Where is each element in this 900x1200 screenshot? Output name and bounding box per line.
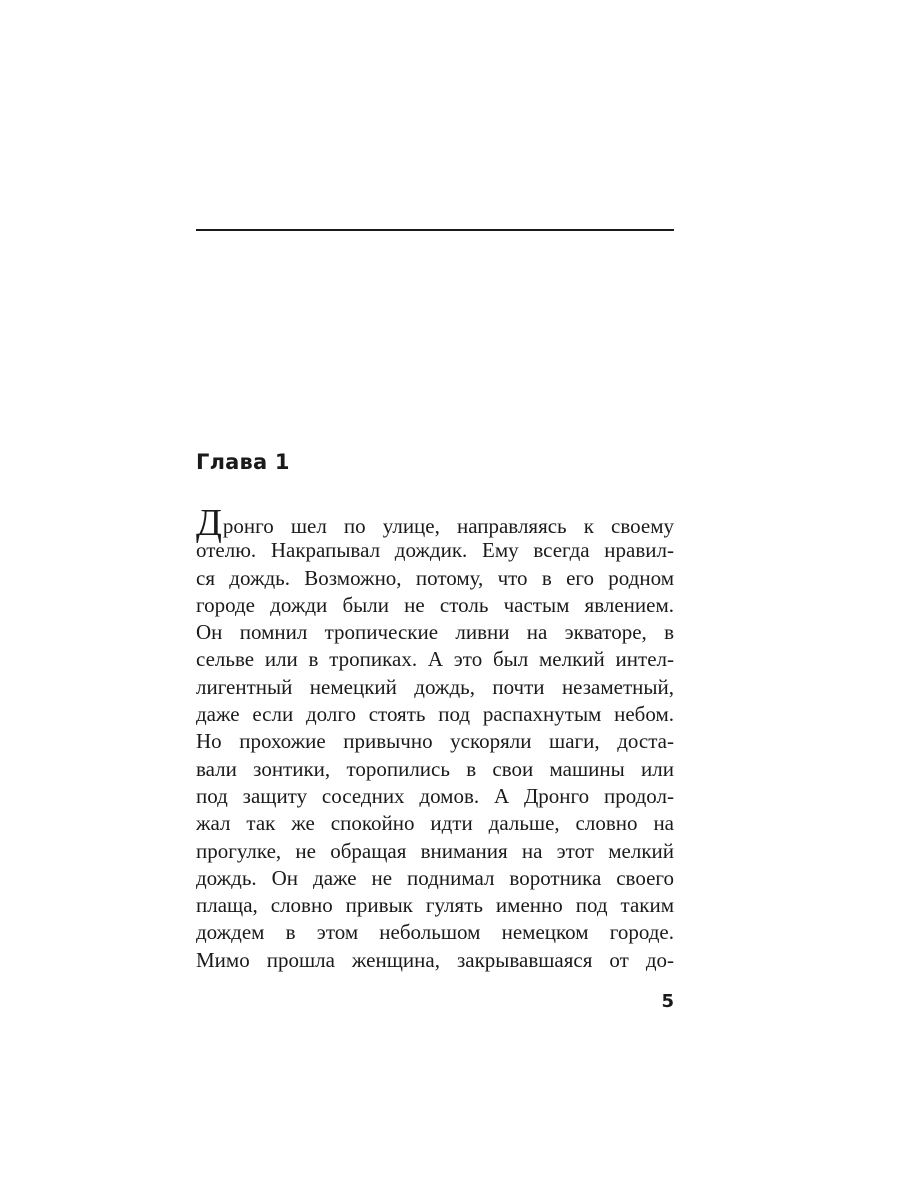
text-line-7: лигентный немецкий дождь, почти незаметный, <box>196 674 674 699</box>
text-line-3: ся дождь. Возможно, потому, что в его родном <box>196 565 674 590</box>
text-line-4: городе дожди были не столь частым явлением. <box>196 592 674 617</box>
text-line-17: Мимо прошла женщина, закрывавшаяся от до- <box>196 947 674 972</box>
text-line-15: плаща, словно привык гулять именно под таким <box>196 893 674 918</box>
header-rule <box>196 229 674 231</box>
chapter-title: Глава 1 <box>196 450 290 474</box>
text-line-13: прогулке, не обращая внимания на этот мелкий <box>196 838 674 863</box>
text-line-8: даже если долго стоять под распахнутым небом. <box>196 702 674 727</box>
chapter-body-paragraph <box>196 502 674 974</box>
text-line-9: Но прохожие привычно ускоряли шаги, доста- <box>196 729 674 754</box>
text-line-5: Он помнил тропические ливни на экваторе, в <box>196 620 674 645</box>
text-line-2: отелю. Накрапывал дождик. Ему всегда нравил- <box>196 538 674 563</box>
text-line-10: вали зонтики, торопились в свои машины или <box>196 756 674 781</box>
text-line-14: дождь. Он даже не поднимал воротника своего <box>196 865 674 890</box>
drop-cap: Д <box>196 502 222 544</box>
first-line-text: ронго шел по улице, направляясь к своему <box>222 514 674 538</box>
text-line-11: под защиту соседних домов. А Дронго продол- <box>196 783 674 808</box>
text-line-16: дождем в этом небольшом немецком городе. <box>196 920 674 945</box>
text-line-1 <box>196 502 674 544</box>
text-line-6: сельве или в тропиках. А это был мелкий интел- <box>196 647 674 672</box>
page-number: 5 <box>661 991 674 1012</box>
text-line-12: жал так же спокойно идти дальше, словно на <box>196 811 674 836</box>
